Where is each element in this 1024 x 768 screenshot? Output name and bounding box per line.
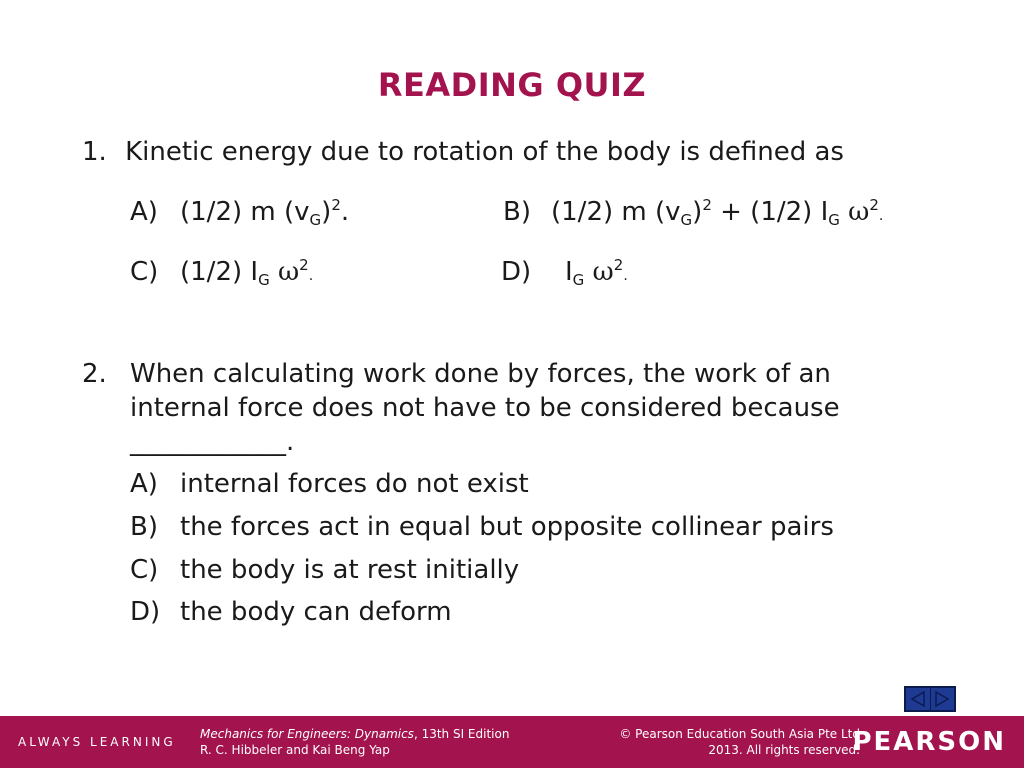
q1-option-b-letter: B) <box>503 197 531 227</box>
slide-navigation <box>904 686 956 712</box>
question-2-line-2: internal force does not have to be considered because <box>130 393 840 423</box>
q1-option-d-text: I <box>565 257 573 287</box>
q1-option-b-omega: ω <box>839 197 870 227</box>
q2-option-d-letter: D) <box>130 597 161 627</box>
q1-option-c-sup: 2 <box>299 256 309 274</box>
q2-option-c-text: the body is at rest initially <box>180 555 520 585</box>
q1-option-a-sub: G <box>309 211 322 229</box>
question-1-number: 1. <box>82 137 107 167</box>
footer-copyright-line-2: 2013. All rights reserved. <box>708 743 860 757</box>
q1-option-b-end: . <box>878 208 884 224</box>
q2-option-a-letter: A) <box>130 469 158 499</box>
q1-option-a <box>130 190 349 235</box>
q2-option-c <box>130 555 519 585</box>
q2-option-b-text: the forces act in equal but opposite collinear pairs <box>180 512 834 542</box>
q2-option-d <box>130 597 452 627</box>
q1-option-d-omega: ω <box>584 257 614 287</box>
q1-option-c-end: . <box>308 268 314 284</box>
footer-tagline: ALWAYS LEARNING <box>18 735 176 749</box>
q1-option-c-omega: ω <box>269 257 300 287</box>
footer-authors: R. C. Hibbeler and Kai Beng Yap <box>200 743 390 757</box>
q1-option-d <box>501 250 628 295</box>
question-1-text: Kinetic energy due to rotation of the body is defined as <box>125 137 844 167</box>
q2-option-c-letter: C) <box>130 555 159 585</box>
q1-option-d-sup: 2 <box>613 256 624 274</box>
question-2 <box>82 359 831 389</box>
q1-option-d-letter: D) <box>501 257 532 287</box>
triangle-left-icon <box>909 690 927 708</box>
q2-option-d-text: the body can deform <box>180 597 452 627</box>
q2-option-b <box>130 512 834 542</box>
pearson-logo: PEARSON <box>852 727 1006 757</box>
slide-title: READING QUIZ <box>377 66 647 104</box>
q1-option-a-end: . <box>340 197 350 227</box>
footer-copyright-line-1: © Pearson Education South Asia Pte Ltd <box>619 727 860 741</box>
q1-option-b-close: ) <box>692 197 703 227</box>
q1-option-b-sup2: 2 <box>869 196 879 214</box>
q1-option-d-end: . <box>623 268 628 284</box>
q1-option-a-letter: A) <box>130 197 158 227</box>
q2-option-a-text: internal forces do not exist <box>180 469 529 499</box>
question-2-blank: ____________. <box>130 427 295 457</box>
q1-option-d-sub: G <box>572 271 585 289</box>
next-slide-button[interactable] <box>931 688 955 710</box>
triangle-right-icon <box>933 690 951 708</box>
previous-slide-button[interactable] <box>906 688 931 710</box>
q1-option-b-sup: 2 <box>702 196 712 214</box>
question-1 <box>82 137 844 167</box>
q2-option-b-letter: B) <box>130 512 158 542</box>
footer-bar <box>0 716 1024 768</box>
footer-book-info <box>200 726 509 758</box>
footer-copyright <box>619 726 860 758</box>
q1-option-c-letter: C) <box>130 257 159 287</box>
question-2-line-1: When calculating work done by forces, the work of an <box>130 359 831 389</box>
footer-book-edition: , 13th SI Edition <box>413 727 510 741</box>
q1-option-c-text: (1/2) I <box>180 257 259 287</box>
question-2-number: 2. <box>82 359 107 389</box>
q2-option-a <box>130 469 529 499</box>
q1-option-a-text: (1/2) m (v <box>180 197 310 227</box>
q1-option-b-text: (1/2) m (v <box>551 197 681 227</box>
footer-book-title: Mechanics for Engineers: Dynamics <box>200 727 414 741</box>
q1-option-b <box>503 190 883 235</box>
q1-option-a-close: ) <box>321 197 332 227</box>
q1-option-a-sup: 2 <box>331 196 341 214</box>
q1-option-c <box>130 250 313 295</box>
q1-option-b-sub: G <box>680 211 693 229</box>
q1-option-c-sub: G <box>258 271 270 289</box>
q1-option-b-sub2: G <box>828 211 840 229</box>
q1-option-b-mid: + (1/2) I <box>711 197 829 227</box>
